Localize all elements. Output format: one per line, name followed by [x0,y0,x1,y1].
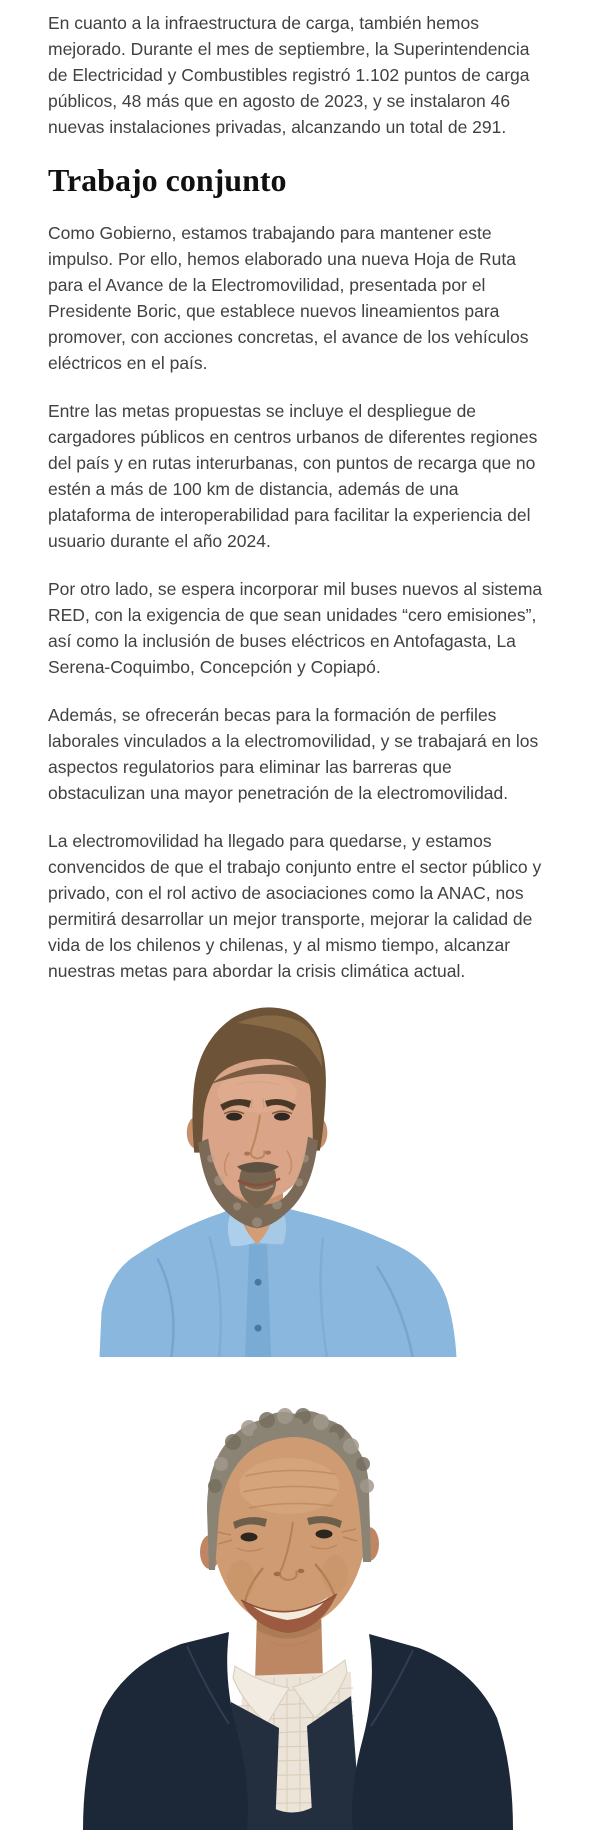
paragraph-infraestructura-carga: En cuanto a la infraestructura de carga, también hemos mejorado. Durante el mes de septiembre, la Superintendencia de Electricidad y Combustibles registró 1.102 puntos de carga públicos, 48 más que en agosto de 2023, y se instalaron 46 nuevas instalaciones privadas, alcanzando un total de 291. [48,13,530,137]
man1-button [255,1325,262,1332]
section-heading: Trabajo conjunto [48,162,287,198]
portrait-1-illustration [91,1001,467,1357]
paragraph-cierre-anac: La electromovilidad ha llegado para quedarse, y estamos convencidos de que el trabajo conjunto entre el sector público y privado, con el rol activo de asociaciones como la ANAC, nos permitirá desarrollar un mejor transporte, mejorar la calidad de vida de los chilenos y chilenas, y al mismo tiempo, alcanzar nuestras metas para abordar la crisis climática actual. [48,831,542,981]
paragraph-buses-red: Por otro lado, se espera incorporar mil buses nuevos al sistema RED, con la exigencia de que sean unidades “cero emisiones”, así como la inclusión de buses eléctricos en Antofagasta, La Serena-Coquimbo, Concepción y Copiapó. [48,579,543,677]
portrait-photo-man-navy-blazer [83,1380,513,1830]
article-body [0,0,548,984]
man1-shirt-placket [245,1244,271,1357]
portrait-2-illustration [83,1380,513,1830]
man1-button [255,1279,262,1286]
paragraph-metas-cargadores: Entre las metas propuestas se incluye el despliegue de cargadores públicos en centros urbanos de diferentes regiones del país y en rutas interurbanas, con puntos de recarga que no estén a más de 100 km de distancia, además de una plataforma de interoperabilidad para facilitar la experiencia del usuario durante el año 2024. [48,401,538,551]
portrait-photo-man-blue-shirt [91,1001,467,1357]
paragraph-becas-regulacion: Además, se ofrecerán becas para la formación de perfiles laborales vinculados a la electromovilidad, y se trabajará en los aspectos regulatorios para eliminar las barreras que obstaculizan una mayor penetración de la electromovilidad. [48,705,539,803]
paragraph-hoja-de-ruta: Como Gobierno, estamos trabajando para mantener este impulso. Por ello, hemos elaborado una nueva Hoja de Ruta para el Avance de la Electromovilidad, presentada por el Presidente Boric, que establece nuevos lineamientos para promover, con acciones concretas, el avance de los vehículos eléctricos en el país. [48,223,529,373]
